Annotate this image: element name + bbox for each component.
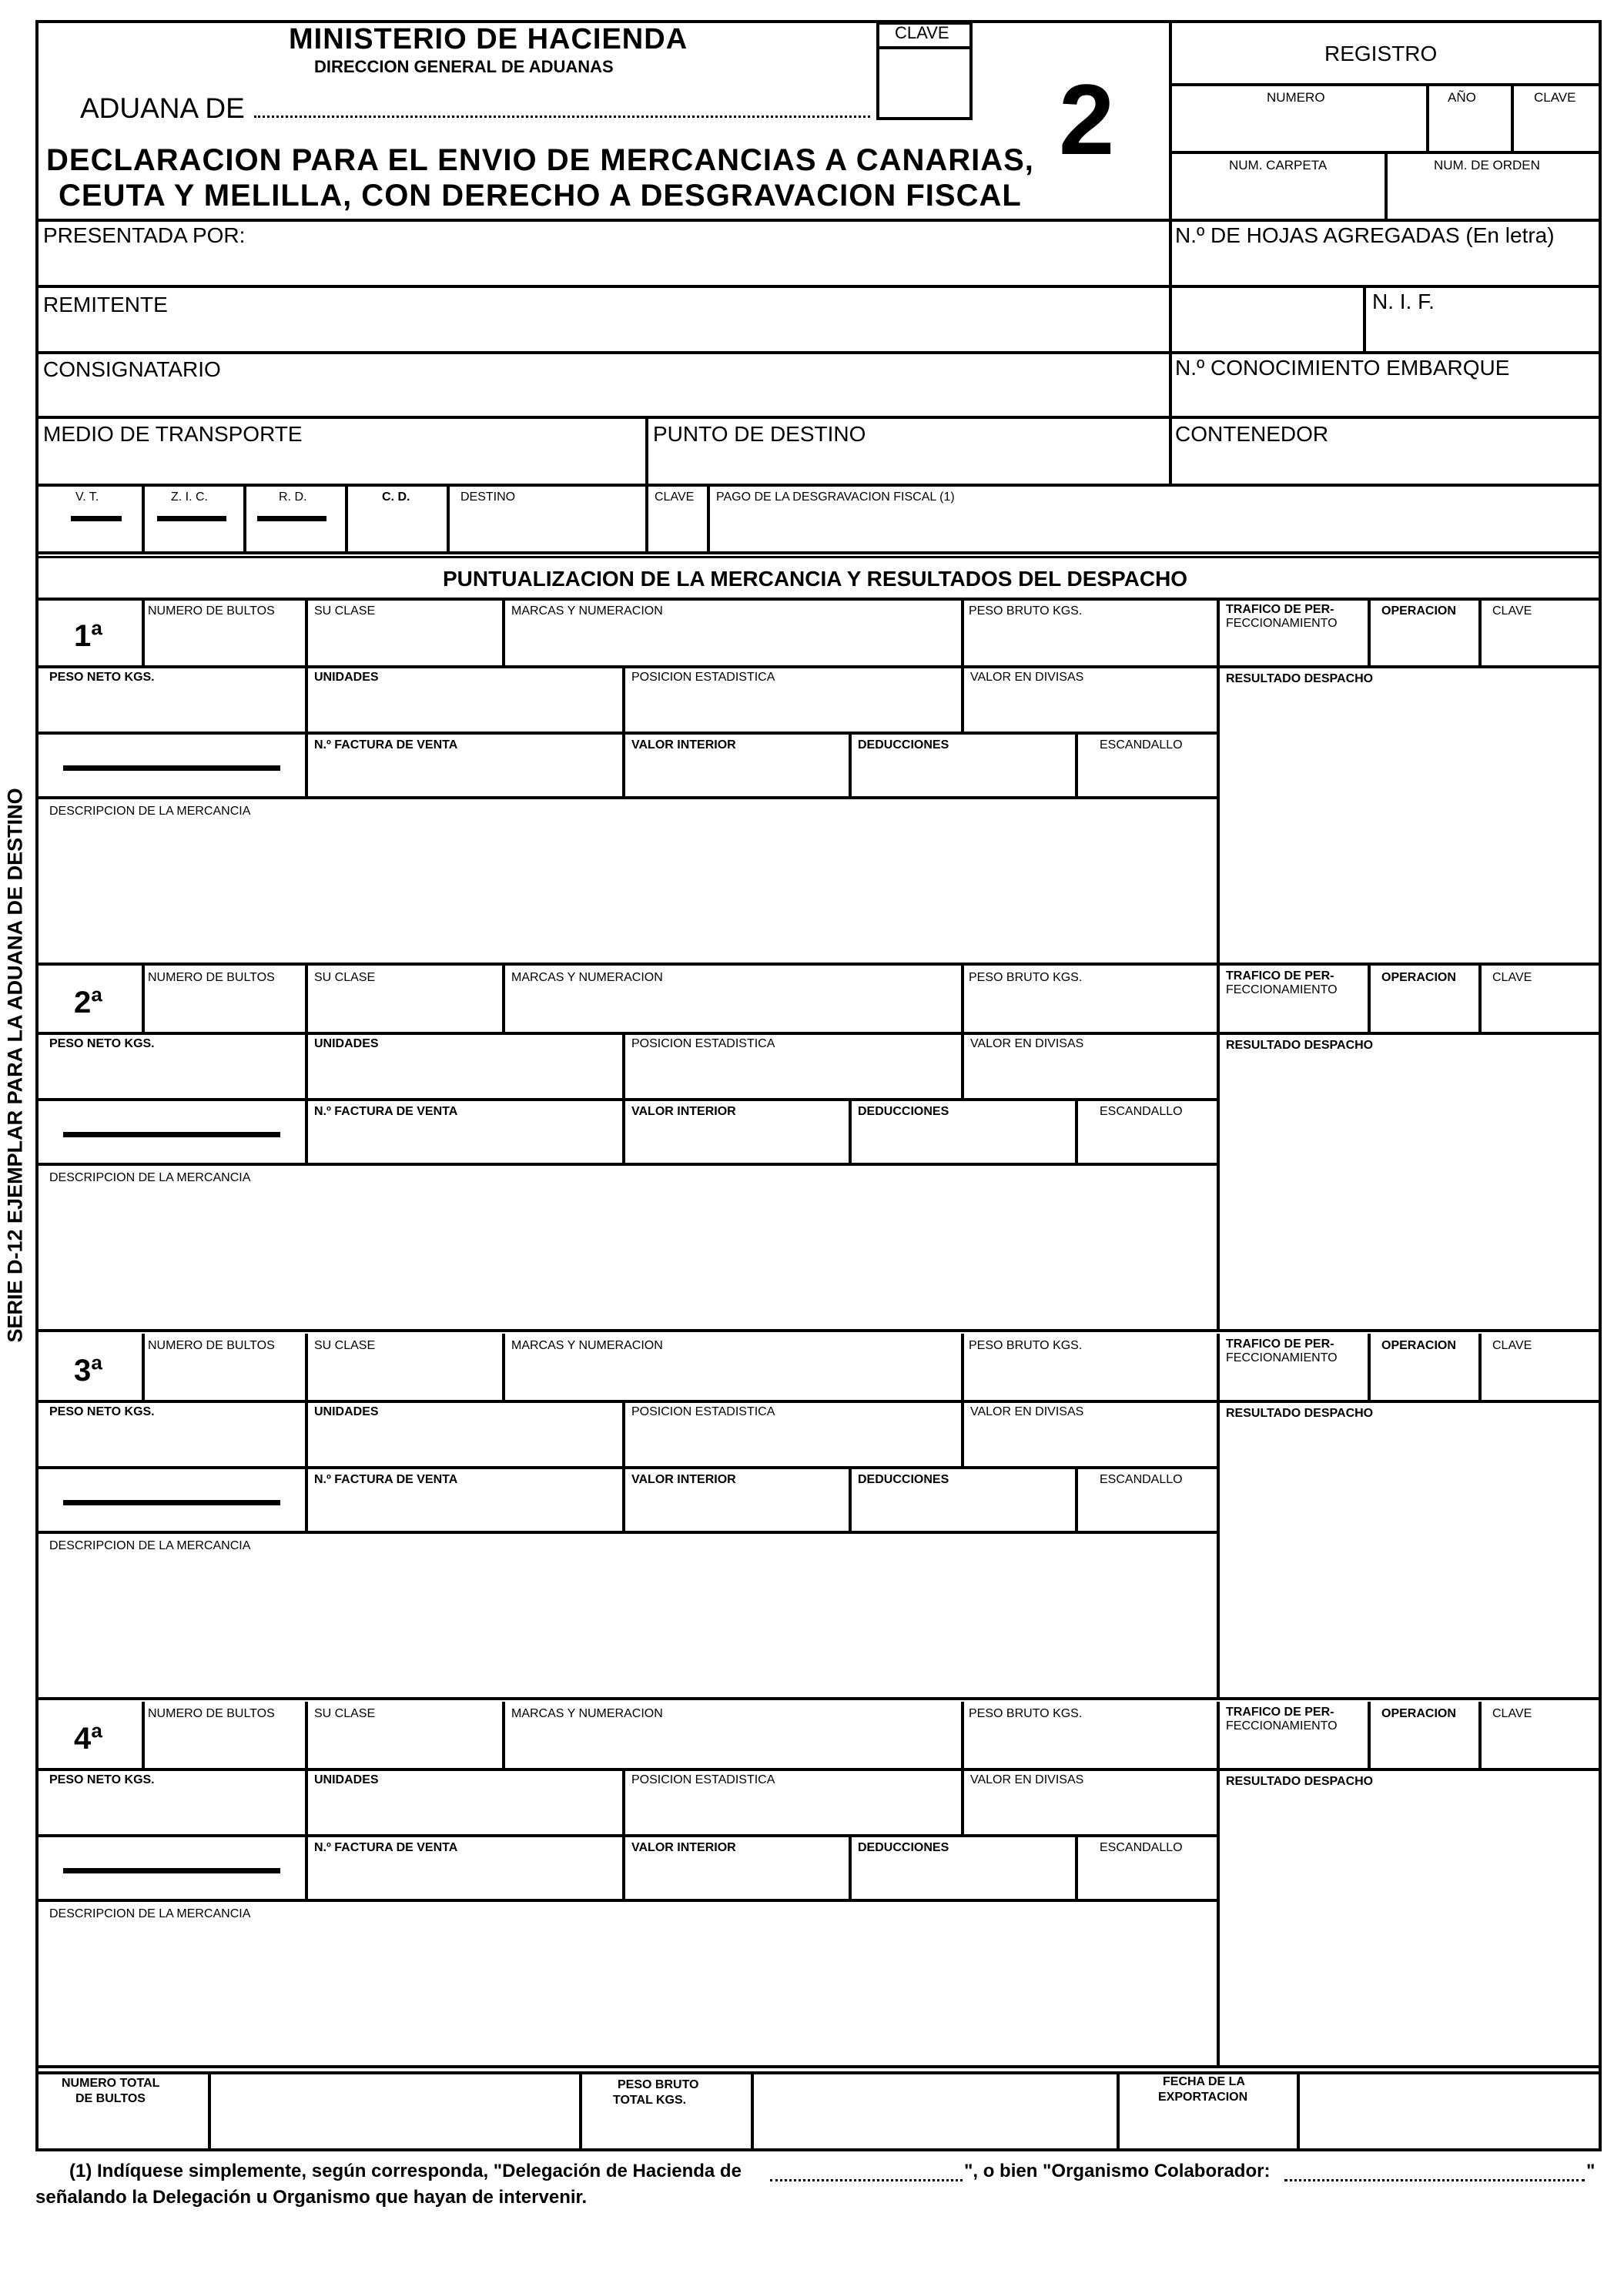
item-block-bottom [35,1329,1602,1332]
item-right-divider-small [1478,1702,1482,1768]
posicion-estadistica-label: POSICION ESTADISTICA [631,1773,775,1786]
item-row1-divider [142,966,145,1032]
numero-bultos-label: NUMERO DE BULTOS [148,604,275,618]
item-row2-line [35,1098,1218,1101]
item-row3-divider [849,732,852,798]
unidades-label: UNIDADES [314,1773,379,1786]
descripcion-mercancia-label: DESCRIPCION DE LA MERCANCIA [49,1171,251,1184]
deducciones-label: DEDUCCIONES [858,1473,949,1486]
marcas-numeracion-label: MARCAS Y NUMERACION [511,604,663,618]
posicion-estadistica-label: POSICION ESTADISTICA [631,1405,775,1418]
posicion-estadistica-label: POSICION ESTADISTICA [631,1037,775,1050]
item-row1-line [35,665,1602,668]
item-row2-divider [305,1768,308,1834]
item-row2-line [35,1466,1218,1469]
section-title: PUNTUALIZACION DE LA MERCANCIA Y RESULTADOS DEL DESPACHO [443,567,1188,591]
item-row1-divider [502,1334,505,1400]
item-row3-divider [1075,1466,1078,1532]
su-clase-label: SU CLASE [314,1707,376,1720]
trafico-label-2: FECCIONAMIENTO [1226,983,1338,996]
peso-neto-label: PESO NETO KGS. [49,1773,155,1786]
item-row2-divider [622,1400,625,1466]
item-row2-line [35,1834,1218,1837]
item-right-divider-small [1368,599,1371,665]
numero-bultos-label: NUMERO DE BULTOS [148,971,275,984]
item-row3-line [35,1163,1218,1166]
item-row3-line [35,1531,1218,1534]
resultado-despacho-label: RESULTADO DESPACHO [1226,1775,1374,1788]
nif-label: N. I. F. [1372,290,1435,313]
form-title-line-2: CEUTA Y MELILLA, CON DERECHO A DESGRAVACION FISCAL [59,179,1022,213]
item-right-divider [1217,599,1220,966]
item-block-bottom [35,2065,1602,2068]
escandallo-label: ESCANDALLO [1100,1473,1183,1486]
total-peso-label-1: PESO BRUTO [618,2078,699,2091]
item-row3-divider [849,1834,852,1900]
valor-interior-label: VALOR INTERIOR [631,1841,736,1854]
ano-label: AÑO [1448,90,1476,105]
peso-neto-label: PESO NETO KGS. [49,1405,155,1418]
item-row2-divider [961,1032,964,1098]
clave-label: CLAVE [1492,971,1532,984]
trafico-label-1: TRAFICO DE PER- [1226,1338,1334,1351]
trafico-label-1: TRAFICO DE PER- [1226,969,1334,983]
item-row1-divider [305,1334,308,1400]
item-row1-divider [502,599,505,665]
medio-transporte-label: MEDIO DE TRANSPORTE [43,422,303,446]
item-row2-line [35,732,1218,735]
escandallo-label: ESCANDALLO [1100,1105,1183,1118]
item-row3-divider [305,1466,308,1532]
su-clase-label: SU CLASE [314,971,376,984]
item-row1-divider [142,599,145,665]
peso-neto-filled-bar [63,765,280,771]
item-row2-divider [961,1400,964,1466]
valor-divisas-label: VALOR EN DIVISAS [970,1773,1084,1786]
item-number: 2ª [74,986,103,1019]
item-row1-divider [961,599,964,665]
footnote-line-1a: (1) Indíquese simplemente, según corresponda, "Delegación de Hacienda de [69,2161,742,2181]
hojas-agregadas-label: N.º DE HOJAS AGREGADAS (En letra) [1175,223,1555,247]
clave-label: CLAVE [1492,1707,1532,1720]
operacion-label: OPERACION [1381,1339,1456,1352]
deducciones-label: DEDUCCIONES [858,738,949,752]
item-right-divider [1217,966,1220,1332]
marcas-numeracion-label: MARCAS Y NUMERACION [511,1339,663,1352]
operacion-label: OPERACION [1381,971,1456,984]
item-row1-divider [305,966,308,1032]
unidades-label: UNIDADES [314,671,379,684]
trafico-label-1: TRAFICO DE PER- [1226,1706,1334,1719]
vt-label: V. T. [75,490,99,504]
item-row1-line [35,1032,1602,1035]
copy-number: 2 [1059,63,1115,176]
item-right-divider-small [1368,966,1371,1032]
item-row1-divider [502,1702,505,1768]
item-row2-divider [305,1032,308,1098]
item-row1-divider [961,1334,964,1400]
item-row3-divider [622,732,625,798]
item-row3-divider [305,1834,308,1900]
item-number: 3ª [74,1354,103,1388]
cd-label: C. D. [382,490,410,504]
su-clase-label: SU CLASE [314,1339,376,1352]
item-row1-divider [305,1702,308,1768]
item-row2-divider [622,1032,625,1098]
item-right-divider-small [1368,1702,1371,1768]
item-row3-divider [1075,1098,1078,1164]
resultado-despacho-label: RESULTADO DESPACHO [1226,1407,1374,1420]
valor-divisas-label: VALOR EN DIVISAS [970,671,1084,684]
item-row3-line [35,1899,1218,1902]
item-number: 4ª [74,1722,103,1756]
deducciones-label: DEDUCCIONES [858,1105,949,1118]
item-row3-divider [1075,1834,1078,1900]
ministry-title: MINISTERIO DE HACIENDA [289,23,688,55]
clave-label: CLAVE [1492,1339,1532,1352]
peso-bruto-label: PESO BRUTO KGS. [969,1707,1083,1720]
peso-bruto-label: PESO BRUTO KGS. [969,604,1083,618]
fecha-exportacion-label-1: FECHA DE LA [1163,2075,1245,2088]
item-row2-divider [961,1768,964,1834]
item-row3-divider [849,1098,852,1164]
deducciones-label: DEDUCCIONES [858,1841,949,1854]
item-right-divider [1217,1334,1220,1700]
rd-label: R. D. [279,490,307,504]
valor-divisas-label: VALOR EN DIVISAS [970,1405,1084,1418]
presentada-por-label: PRESENTADA POR: [43,223,246,247]
zic-filled-bar [157,516,226,521]
item-row1-divider [502,966,505,1032]
item-row2-divider [622,665,625,732]
escandallo-label: ESCANDALLO [1100,1841,1183,1854]
total-peso-label-2: TOTAL KGS. [613,2094,687,2107]
clave-label: CLAVE [1492,604,1532,618]
factura-venta-label: N.º FACTURA DE VENTA [314,1473,458,1486]
item-right-divider-small [1478,966,1482,1032]
consignatario-label: CONSIGNATARIO [43,357,221,381]
conocimiento-embarque-label: N.º CONOCIMIENTO EMBARQUE [1175,356,1510,380]
item-row1-divider [961,1702,964,1768]
item-row3-line [35,796,1218,799]
peso-neto-label: PESO NETO KGS. [49,1037,155,1050]
footnote-line-2: señalando la Delegación u Organismo que hayan de intervenir. [35,2187,588,2208]
total-bultos-label-1: NUMERO TOTAL [62,2077,160,2090]
item-block-bottom [35,1697,1602,1700]
pago-desgravacion-label: PAGO DE LA DESGRAVACION FISCAL (1) [716,490,955,504]
item-right-divider-small [1478,599,1482,665]
descripcion-mercancia-label: DESCRIPCION DE LA MERCANCIA [49,1539,251,1552]
numero-bultos-label: NUMERO DE BULTOS [148,1707,275,1720]
clave-code-label: CLAVE [655,490,695,504]
direction-subtitle: DIRECCION GENERAL DE ADUANAS [314,57,614,76]
numero-label: NUMERO [1267,90,1325,105]
operacion-label: OPERACION [1381,1707,1456,1720]
item-row2-divider [305,1400,308,1466]
su-clase-label: SU CLASE [314,604,376,618]
posicion-estadistica-label: POSICION ESTADISTICA [631,671,775,684]
item-row1-line [35,1400,1602,1403]
peso-bruto-label: PESO BRUTO KGS. [969,1339,1083,1352]
registro-label: REGISTRO [1324,42,1438,65]
item-right-divider [1217,1702,1220,2068]
item-row3-divider [622,1098,625,1164]
trafico-label-2: FECCIONAMIENTO [1226,1351,1338,1364]
remitente-label: REMITENTE [43,293,168,316]
descripcion-mercancia-label: DESCRIPCION DE LA MERCANCIA [49,1907,251,1920]
item-row1-divider [142,1334,145,1400]
peso-neto-filled-bar [63,1868,280,1873]
punto-destino-label: PUNTO DE DESTINO [653,422,866,446]
rd-filled-bar [257,516,326,521]
marcas-numeracion-label: MARCAS Y NUMERACION [511,971,663,984]
num-orden-label: NUM. DE ORDEN [1434,158,1540,172]
escandallo-label: ESCANDALLO [1100,738,1183,752]
fecha-exportacion-label-2: EXPORTACION [1158,2091,1248,2104]
item-row1-divider [961,966,964,1032]
item-row1-divider [305,599,308,665]
valor-divisas-label: VALOR EN DIVISAS [970,1037,1084,1050]
vt-filled-bar [71,516,122,521]
clave-registro-label: CLAVE [1534,90,1576,105]
resultado-despacho-label: RESULTADO DESPACHO [1226,672,1374,685]
form-title-line-1: DECLARACION PARA EL ENVIO DE MERCANCIAS A CANARIAS, [46,143,1034,177]
item-right-divider-small [1478,1334,1482,1400]
valor-interior-label: VALOR INTERIOR [631,1105,736,1118]
numero-bultos-label: NUMERO DE BULTOS [148,1339,275,1352]
trafico-label-2: FECCIONAMIENTO [1226,617,1338,630]
descripcion-mercancia-label: DESCRIPCION DE LA MERCANCIA [49,805,251,818]
item-row3-divider [622,1834,625,1900]
trafico-label-2: FECCIONAMIENTO [1226,1719,1338,1733]
num-carpeta-label: NUM. CARPETA [1229,158,1328,172]
factura-venta-label: N.º FACTURA DE VENTA [314,738,458,752]
destino-label: DESTINO [460,490,516,504]
zic-label: Z. I. C. [171,490,208,504]
item-row3-divider [622,1466,625,1532]
unidades-label: UNIDADES [314,1037,379,1050]
footnote-line-1c: " [1586,2161,1596,2181]
marcas-numeracion-label: MARCAS Y NUMERACION [511,1707,663,1720]
item-row1-divider [142,1702,145,1768]
factura-venta-label: N.º FACTURA DE VENTA [314,1841,458,1854]
valor-interior-label: VALOR INTERIOR [631,738,736,752]
item-row2-divider [622,1768,625,1834]
peso-neto-filled-bar [63,1132,280,1137]
item-row3-divider [305,732,308,798]
peso-neto-filled-bar [63,1500,280,1505]
aduana-label: ADUANA DE [80,92,245,124]
factura-venta-label: N.º FACTURA DE VENTA [314,1105,458,1118]
item-row1-line [35,1768,1602,1771]
contenedor-label: CONTENEDOR [1175,422,1329,446]
valor-interior-label: VALOR INTERIOR [631,1473,736,1486]
footnote-line-1b: ", o bien "Organismo Colaborador: [964,2161,1271,2181]
side-series-label: SERIE D-12 EJEMPLAR PARA LA ADUANA DE DESTINO [3,788,27,1343]
item-number: 1ª [74,619,103,653]
form-frame [35,20,1602,2151]
trafico-label-1: TRAFICO DE PER- [1226,603,1334,616]
item-right-divider-small [1368,1334,1371,1400]
item-row2-divider [305,665,308,732]
operacion-label: OPERACION [1381,604,1456,618]
resultado-despacho-label: RESULTADO DESPACHO [1226,1039,1374,1052]
item-row2-divider [961,665,964,732]
unidades-label: UNIDADES [314,1405,379,1418]
item-row3-divider [305,1098,308,1164]
clave-label: CLAVE [895,23,949,42]
item-row3-divider [1075,732,1078,798]
total-bultos-label-2: DE BULTOS [75,2092,146,2105]
item-block-bottom [35,963,1602,966]
aduana-input-line[interactable] [254,116,870,118]
item-row3-divider [849,1466,852,1532]
peso-bruto-label: PESO BRUTO KGS. [969,971,1083,984]
peso-neto-label: PESO NETO KGS. [49,671,155,684]
